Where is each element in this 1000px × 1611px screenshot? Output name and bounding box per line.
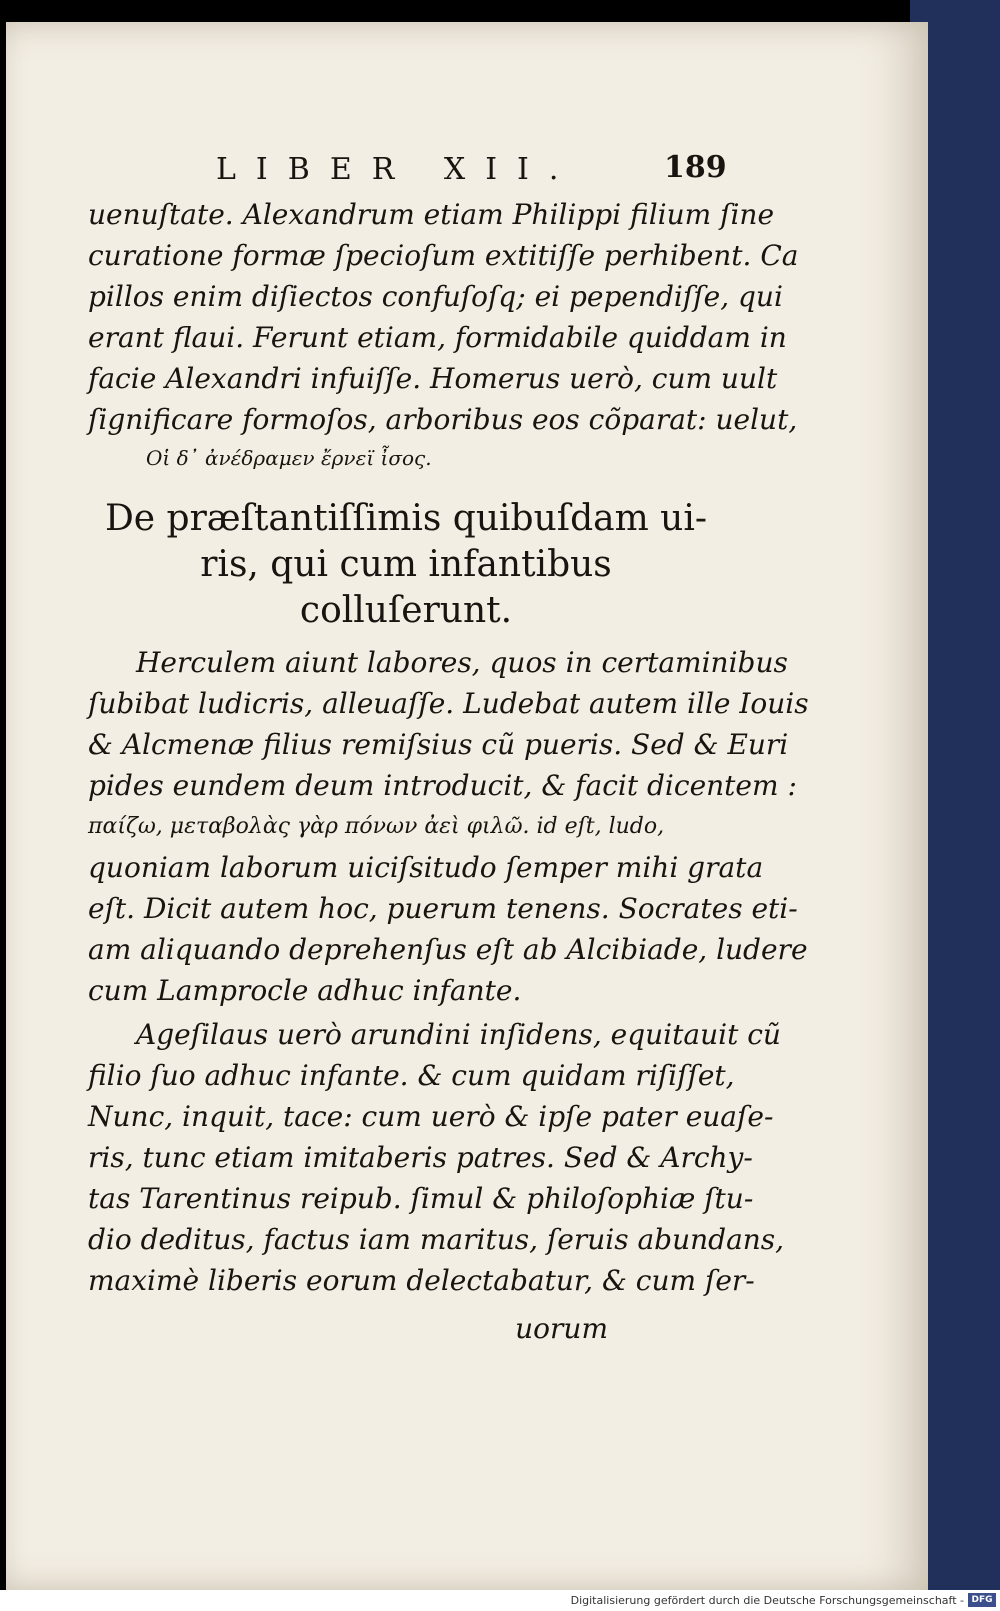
text-line: eſt. Dicit autem hoc, puerum tenens. Socrates eti- [88,892,798,925]
text-line: filio ſuo adhuc infante. & cum quidam riſiſſet, [88,1059,735,1092]
text-line: erant flaui. Ferunt etiam, formidabile quiddam in [88,321,787,354]
book-page [6,22,928,1590]
paragraph-block-3 [88,1014,785,1301]
text-line: facie Alexandri infuiſſe. Homerus uerò, cum uult [88,362,778,395]
text-line: pillos enim diſiectos confuſoſq; ei pependiſſe, qui [88,280,783,313]
heading-line: colluſerunt. [299,590,513,631]
text-line: quoniam laborum uiciſsitudo ſemper mihi grata [88,851,764,884]
text-line: Nunc, inquit, tace: cum uerò & ipſe pater euaſe- [88,1100,774,1133]
text-line: Ageſilaus uerò arundini inſidens, equitauit cũ [136,1018,781,1051]
text-line: dio deditus, factus iam maritus, ſeruis abundans, [88,1223,785,1256]
text-line: maximè liberis eorum delectabatur, & cum ſer- [88,1264,755,1297]
text-line: ris, tunc etiam imitaberis patres. Sed & Archy- [88,1141,753,1174]
footer-credit: Digitalisierung gefördert durch die Deutsche Forschungsgemeinschaft - [570,1594,964,1607]
text-line: παίζω, μεταβολὰς γὰρ πόνων ἀεὶ φιλῶ. id eſt, ludo, [88,814,665,839]
catchword: uorum [515,1312,608,1345]
text-line: ſubibat ludicris, alleuaſſe. Ludebat autem ille Iouis [88,687,809,720]
text-line: am aliquando deprehenſus eſt ab Alcibiade, ludere [88,933,808,966]
text-line: tas Tarentinus reipub. ſimul & philoſophiæ ſtu- [88,1182,754,1215]
text-line: & Alcmenæ filius remiſsius cũ pueris. Sed & Euri [88,728,789,761]
text-line: cum Lamprocle adhuc infante. [88,974,522,1007]
paragraph-block-1 [88,194,799,440]
text-line: ſignificare formoſos, arboribus eos cõparat: uelut, [88,403,798,436]
heading-line: De præſtantiſſimis quibuſdam ui- [104,498,708,539]
text-line: curatione formæ ſpecioſum extitiſſe perhibent. Ca [88,239,799,272]
heading-line: ris, qui cum infantibus [200,544,612,585]
paragraph-block-2 [88,642,809,1011]
running-title: LIBER XII. [216,152,579,187]
section-heading [86,496,726,634]
greek-quotation: Οἱ δ᾽ ἀνέδραμεν ἔρνεϊ ἶσος. [146,446,432,470]
text-line: uenuſtate. Alexandrum etiam Philippi filium ſine [88,198,775,231]
digitization-footer [0,1590,1000,1611]
text-line: Herculem aiunt labores, quos in certaminibus [136,646,788,679]
text-line: pides eundem deum introducit, & facit dicentem : [88,769,797,802]
page-number: 189 [664,150,727,185]
dfg-logo: DFG [968,1593,996,1607]
